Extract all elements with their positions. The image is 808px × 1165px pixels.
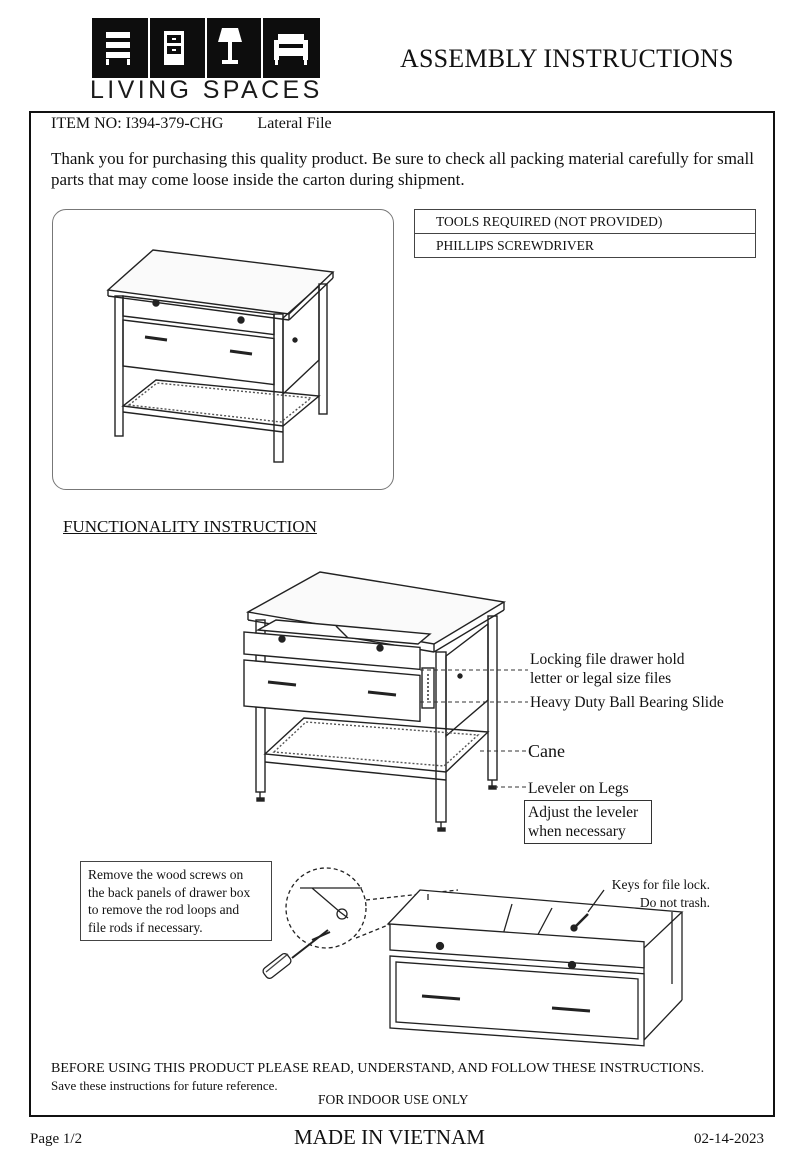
item-number: ITEM NO: I394-379-CHG <box>51 115 224 132</box>
indoor-use-note: FOR INDOOR USE ONLY <box>318 1092 469 1107</box>
product-name: Lateral File <box>257 115 332 132</box>
made-in-label: MADE IN VIETNAM <box>294 1125 485 1149</box>
bed-icon <box>106 32 130 65</box>
sofa-icon <box>274 34 308 65</box>
callout-locking-drawer: Locking file drawer hold letter or legal size files <box>530 651 685 687</box>
read-instructions-warning: BEFORE USING THIS PRODUCT PLEASE READ, UNDERSTAND, AND FOLLOW THESE INSTRUCTIONS. <box>51 1061 705 1076</box>
callout-leveler: Leveler on Legs <box>528 780 629 797</box>
page-number: Page 1/2 <box>30 1131 83 1147</box>
callout-ball-bearing-slide: Heavy Duty Ball Bearing Slide <box>530 694 724 711</box>
keys-note: Keys for file lock. Do not trash. <box>611 877 710 910</box>
intro-text: Thank you for purchasing this quality product. Be sure to check all packing material carefully for small parts that may come loose inside the carton during shipment. <box>51 149 754 189</box>
functionality-title: FUNCTIONALITY INSTRUCTION <box>63 517 317 536</box>
tools-table-header: TOOLS REQUIRED (NOT PROVIDED) <box>415 210 755 234</box>
document-date: 02-14-2023 <box>694 1131 764 1147</box>
dresser-icon <box>164 31 184 65</box>
brand-logo <box>92 18 320 78</box>
callout-cane: Cane <box>528 741 565 761</box>
callout-leaders <box>420 650 530 800</box>
tools-table-row: PHILLIPS SCREWDRIVER <box>436 238 594 253</box>
tools-required-table <box>414 209 756 258</box>
product-illustration <box>52 209 394 490</box>
brand-name: LIVING SPACES <box>90 76 323 104</box>
screwdriver-icon <box>261 930 328 980</box>
callout-adjust-leveler: Adjust the leveler when necessary <box>524 800 652 844</box>
lamp-icon <box>218 28 242 64</box>
save-instructions-note: Save these instructions for future reference. <box>51 1078 278 1093</box>
remove-screws-note: Remove the wood screws on the back panels of drawer box to remove the rod loops and file rods if necessary. <box>80 861 272 941</box>
item-info <box>51 115 332 133</box>
document-title: ASSEMBLY INSTRUCTIONS <box>400 44 734 73</box>
